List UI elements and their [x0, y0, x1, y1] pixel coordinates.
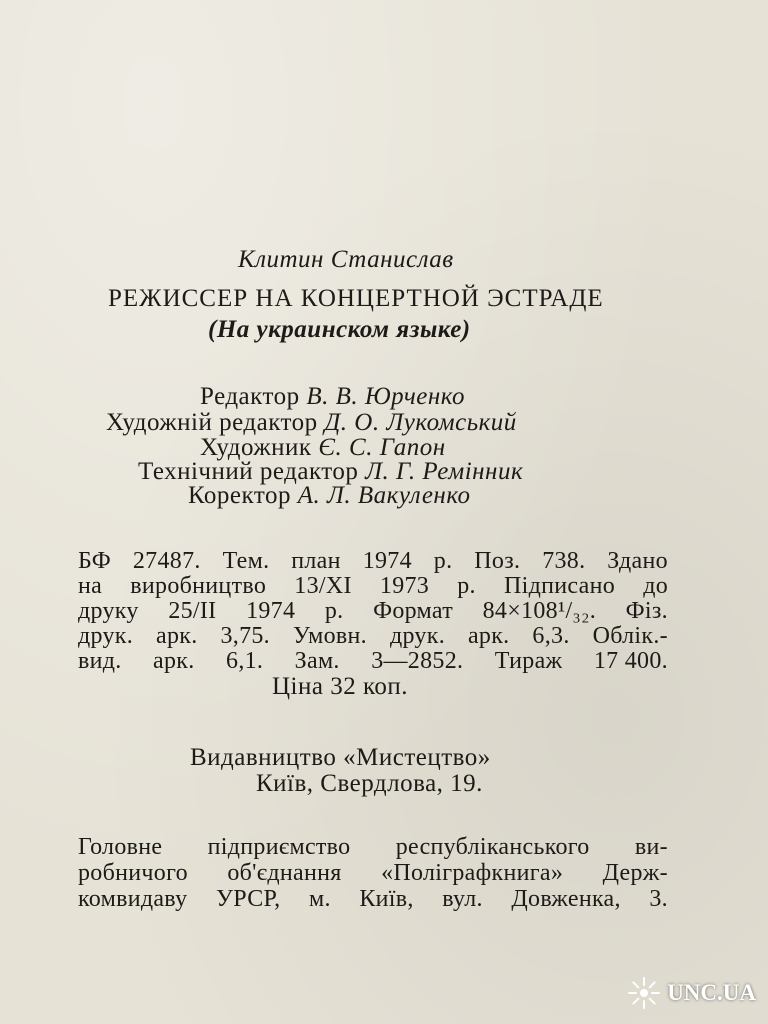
imprint-row — [78, 598, 668, 625]
imprint-row — [78, 623, 668, 650]
printer-word: робничого — [78, 860, 188, 886]
imprint-word: 3,75. — [220, 623, 270, 649]
imprint-row — [78, 548, 668, 575]
imprint-word: 3—2852. — [371, 648, 464, 674]
credit-proofreader — [188, 482, 471, 510]
imprint-word: Підписано — [504, 573, 616, 599]
imprint-word: 1974 — [246, 598, 296, 624]
printer-word: м. — [309, 886, 331, 912]
imprint-word: 738. — [542, 548, 586, 574]
credit-role: Редактор — [200, 383, 300, 410]
publisher-name: Видавництво «Мистецтво» — [190, 744, 491, 771]
printer-word: вул. — [442, 886, 483, 912]
imprint-word: 27487. — [132, 548, 201, 574]
imprint-word: 6,3. — [532, 623, 570, 649]
book-title: РЕЖИССЕР НА КОНЦЕРТНОЙ ЭСТРАДЕ — [108, 285, 604, 312]
printer-word: Київ, — [359, 886, 414, 912]
imprint-word: Умовн. — [292, 623, 367, 649]
imprint-word: Тем. — [222, 548, 270, 574]
imprint-word: 17 400. — [593, 648, 668, 674]
imprint-word: вид. — [78, 648, 122, 674]
imprint-word: друку — [78, 598, 139, 624]
imprint-word: 25/II — [168, 598, 217, 624]
imprint-row — [78, 573, 668, 600]
imprint-word: р. — [324, 598, 344, 624]
imprint-word: 13/XI — [294, 573, 352, 599]
credit-role: Художній редактор — [106, 409, 318, 436]
imprint-word: Поз. — [474, 548, 521, 574]
printer-word: Довженка, — [511, 886, 621, 912]
imprint-row — [78, 648, 668, 675]
printer-word: підприємство — [207, 834, 351, 860]
author-name: Клитин Станислав — [238, 246, 454, 273]
imprint-word: арк. — [156, 623, 198, 649]
sunburst-logo-icon — [627, 976, 661, 1010]
credit-role: Коректор — [188, 482, 291, 509]
imprint-word: на — [78, 573, 103, 599]
printer-word: комвидаву — [78, 886, 188, 912]
printer-word: 3. — [649, 886, 668, 912]
imprint-word: арк. — [153, 648, 195, 674]
imprint-word: БФ — [78, 548, 111, 574]
printer-row — [78, 886, 668, 913]
printer-word: ви- — [634, 834, 668, 860]
credit-role: Художник — [200, 434, 312, 461]
credit-name: Є. С. Гапон — [318, 434, 446, 461]
imprint-word: арк. — [467, 623, 510, 649]
imprint-word: виробництво — [130, 573, 267, 599]
imprint-word: Формат — [373, 598, 454, 624]
imprint-word: друк. — [78, 623, 134, 649]
printer-word: Головне — [78, 834, 163, 860]
credit-name: Д. О. Лукомський — [324, 409, 517, 436]
imprint-word: до — [643, 573, 668, 599]
credit-art-editor — [106, 409, 517, 437]
credit-editor — [200, 383, 465, 411]
imprint-word: 84×108¹/₃₂. — [482, 598, 597, 624]
imprint-word: Зам. — [294, 648, 340, 674]
credit-name: В. В. Юрченко — [306, 383, 466, 410]
printer-word: УРСР, — [215, 886, 281, 912]
imprint-word: 1974 — [362, 548, 412, 574]
credit-role: Технічний редактор — [138, 458, 359, 485]
printer-word: об'єднання — [227, 860, 342, 886]
imprint-word: р. — [457, 573, 476, 599]
price: Ціна 32 коп. — [272, 673, 408, 700]
watermark — [627, 976, 756, 1010]
imprint-word: 1973 — [379, 573, 430, 599]
printer-row — [78, 860, 668, 887]
imprint-word: Облік.- — [592, 623, 668, 649]
printer-word: «Поліграфкнига» — [381, 860, 564, 886]
imprint-word: Здано — [607, 548, 668, 574]
printer-row — [78, 834, 668, 861]
credit-name: А. Л. Вакуленко — [297, 482, 471, 509]
printer-word: республіканського — [395, 834, 590, 860]
language-note: (На украинском языке) — [208, 316, 471, 343]
watermark-text: UNC.UA — [667, 980, 756, 1005]
imprint-word: план — [291, 548, 341, 574]
credit-name: Л. Г. Ремінник — [365, 458, 524, 485]
imprint-word: друк. — [389, 623, 445, 649]
imprint-word: 6,1. — [226, 648, 264, 674]
imprint-word: Фіз. — [625, 598, 668, 624]
imprint-word: р. — [433, 548, 453, 574]
printer-word: Держ- — [602, 860, 668, 886]
imprint-word: Тираж — [494, 648, 563, 674]
publisher-address: Київ, Свердлова, 19. — [256, 770, 483, 797]
